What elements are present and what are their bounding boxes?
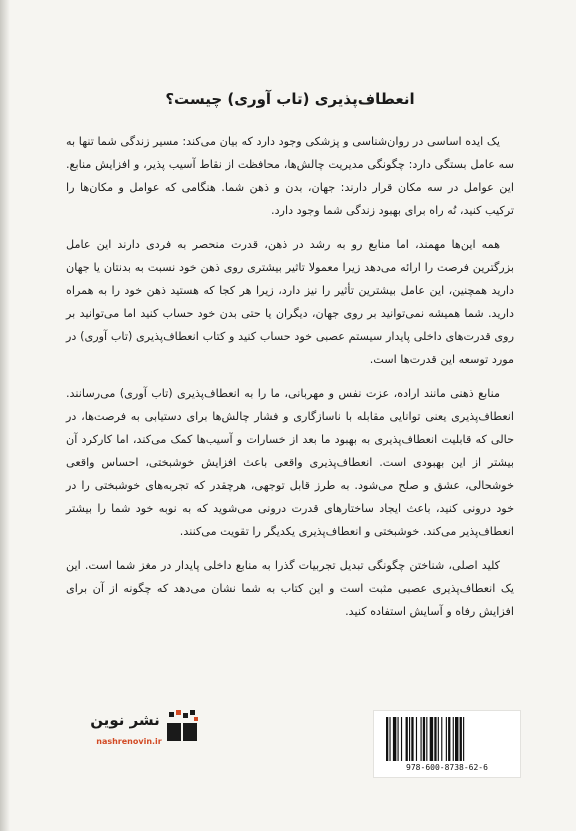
back-cover-text — [66, 90, 514, 634]
paragraph-4: کلید اصلی، شناختن چگونگی تبدیل تجربیات گذرا به منابع داخلی پایدار در مغز شما است. این یک انعطاف‌پذیری عصبی مثبت است و این کتاب به شما نشان می‌دهد که چگونه از آن برای افزایش رفاه و آسایش استفاده کنید. — [66, 559, 514, 618]
publisher-logo — [85, 705, 215, 755]
page-title: انعطاف‌پذیری (تاب آوری) چیست؟ — [165, 90, 415, 108]
publisher-name: نشر نوین — [90, 711, 160, 729]
paragraph-3: منابع ذهنی مانند اراده، عزت نفس و مهربانی، ما را به انعطاف‌پذیری (تاب آوری) می‌رسانند. انعطاف‌پذیری یعنی توانایی مقابله با ناسازگاری و فشار چالش‌ها برای دستیابی به فرصت‌ها، در حالی که قابلیت انعطاف‌پذیری به بهبود ما بعد از خسارات و آسیب‌ها کمک می‌کند، اما کارکرد آن بیشتر از این بهبودی است. انعطاف‌پذیری واقعی باعث افزایش خوشبختی، احساس واقعی خوشحالی، عشق و صلح می‌شود. به طرز قابل توجهی، هرچقدر که تجربه‌های خوشبختی را در خود درونی کنید، باعث ایجاد ساختارهای قدرت درونی می‌شوید که به نوبه خود شما را بیشتر انعطاف‌پذیر می‌کند. خوشبختی و انعطاف‌پذیری یکدیگر را تقویت می‌کنند. — [66, 387, 514, 538]
paragraph-1: یک ایده اساسی در روان‌شناسی و پزشکی وجود دارد که بیان می‌کند: مسیر زندگی شما تنها به سه عامل بستگی دارد: چگونگی مدیریت چالش‌ها، محافظت از نقاط آسیب پذیر، و افزایش منابع. این عوامل در سه مکان قرار دارند: جهان، بدن و ذهن شما. هنگامی که عوامل و مکان‌ها را ترکیب کنید، نُه راه برای بهبود زندگی شما وجود دارد. — [66, 135, 514, 217]
barcode-icon — [384, 717, 510, 761]
paragraph-2: همه این‌ها مهمند، اما منابع رو به رشد در ذهن، قدرت منحصر به فردی دارند این عامل بزرگترین فرصت را ارائه می‌دهد زیرا معمولا تاثیر بیشتری روی ذهن خود نسبت به بدنتان یا جهان دارید همچنین، این عامل بیشترین تأثیر را نیز دارد، زیرا هر کجا که هستید ذهن خود را به همراه دارید. شما همیشه نمی‌توانید بر روی جهان، دیگران یا حتی بدن خود حساب کنید اما می‌توانید بر روی قدرت‌های داخلی پایدار سیستم عصبی خود حساب کنید و کتاب انعطاف‌پذیری (تاب آوری) در مورد توسعه این قدرت‌ها است. — [66, 238, 514, 366]
isbn-number: 978-600-8738-62-6 — [406, 763, 488, 772]
publisher-url: nashrenovin.ir — [96, 737, 162, 746]
page-edge-shadow — [0, 0, 10, 831]
barcode — [373, 710, 521, 778]
